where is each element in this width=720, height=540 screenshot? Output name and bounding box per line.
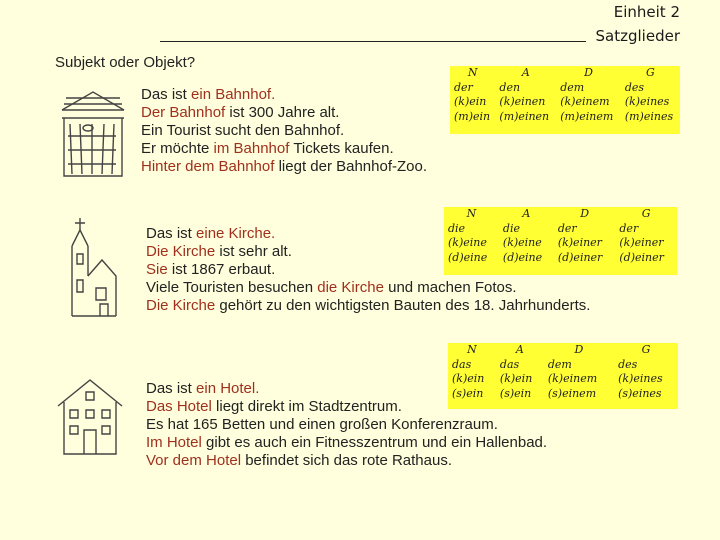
table-row: die die der der — [448, 221, 639, 235]
sentence-line: Viele Touristen besuchen die Kirche und machen Fotos. — [146, 279, 517, 296]
sentence-line: Im Hotel gibt es auch ein Fitnesszentrum und ein Hallenbad. — [146, 434, 548, 451]
sentence-line: Das ist ein Hotel. — [146, 380, 260, 397]
table-row: (s)ein (s)ein (s)einem (s)eines — [452, 386, 662, 400]
sentence-line: Es hat 165 Betten und einen großen Konferenzraum. — [146, 416, 498, 433]
table-header-row: N A D G — [467, 343, 651, 356]
unit-title: Einheit 2 — [613, 3, 680, 21]
table-header-row: N A D G — [467, 66, 655, 79]
topic-title: Satzglieder — [595, 27, 680, 45]
table-row: (k)ein (k)ein (k)einem (k)eines — [452, 372, 663, 385]
table-row: (k)eine (k)eine (k)einer (k)einer — [448, 236, 664, 249]
sentence-line: Das Hotel liegt direkt im Stadtzentrum. — [146, 398, 402, 415]
table-row: der den dem des — [454, 80, 645, 94]
train-station-drawing-icon — [58, 88, 128, 180]
table-header-row: N A D G — [466, 207, 651, 220]
sentence-line: Hinter dem Bahnhof liegt der Bahnhof-Zoo. — [141, 158, 428, 175]
sentence-line: Das ist ein Bahnhof. — [141, 86, 276, 103]
header-underline — [160, 41, 586, 42]
page-subtitle: Subjekt oder Objekt? — [55, 54, 196, 71]
sentence-line: Das ist eine Kirche. — [146, 225, 276, 242]
declension-table-hotel — [448, 343, 678, 409]
table-row: (m)ein (m)einen (m)einem (m)eines — [454, 109, 674, 123]
declension-table-bahnhof — [450, 66, 680, 134]
table-row: das das dem des — [452, 357, 638, 371]
table-row: (k)ein (k)einen (k)einem (k)eines — [454, 95, 670, 108]
sentence-line: Die Kirche ist sehr alt. — [146, 243, 292, 260]
church-drawing-icon — [60, 216, 120, 320]
sentence-line: Die Kirche gehört zu den wichtigsten Bauten des 18. Jahrhunderts. — [146, 297, 591, 314]
hotel-drawing-icon — [52, 376, 128, 458]
slide-header — [596, 0, 680, 48]
declension-table-kirche — [444, 207, 677, 275]
sentence-line: Vor dem Hotel befindet sich das rote Rathaus. — [146, 452, 453, 469]
section-bahnhof-text — [141, 86, 427, 176]
sentence-line: Der Bahnhof ist 300 Jahre alt. — [141, 104, 340, 121]
sentence-line: Er möchte im Bahnhof Tickets kaufen. — [141, 140, 394, 157]
sentence-line: Sie ist 1867 erbaut. — [146, 261, 276, 278]
sentence-line: Ein Tourist sucht den Bahnhof. — [141, 122, 345, 139]
table-row: (d)eine (d)eine (d)einer (d)einer — [448, 250, 664, 264]
